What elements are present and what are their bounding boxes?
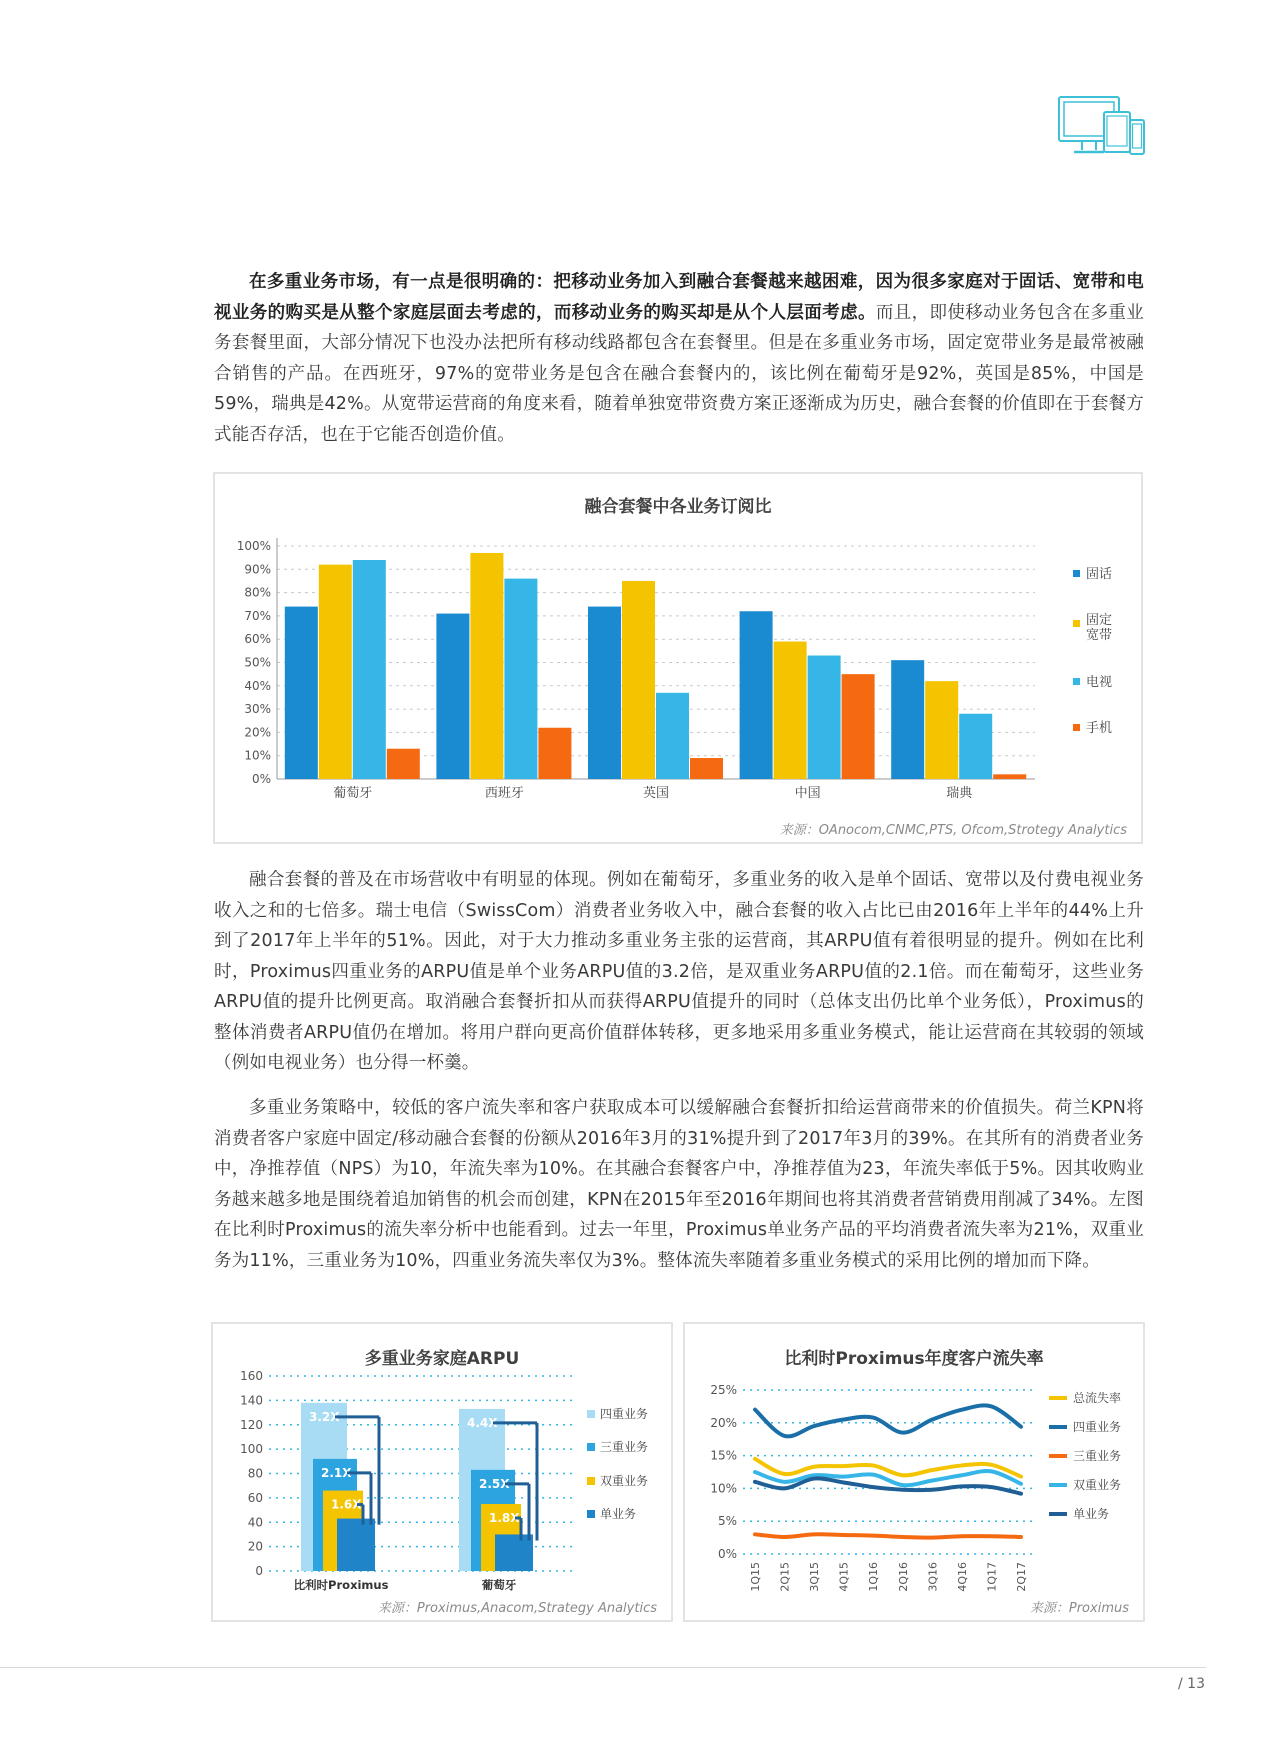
legend-swatch: [587, 1510, 595, 1518]
legend-swatch: [587, 1477, 595, 1485]
x-tick-label: 2Q17: [1015, 1562, 1028, 1592]
bar: [285, 607, 318, 779]
chart-title: 比利时Proximus年度客户流失率: [784, 1349, 1044, 1369]
x-tick-label: 西班牙: [484, 786, 524, 801]
legend-swatch: [1073, 570, 1080, 577]
y-tick-label: 0: [255, 1564, 263, 1578]
y-tick-label: 25%: [710, 1383, 737, 1397]
churn-rate-plot: [685, 1324, 1143, 1620]
devices-icon: [1058, 96, 1146, 158]
bar: [337, 1519, 375, 1571]
legend-label: 固话: [1086, 567, 1113, 582]
multiplier-label: 1.6X: [331, 1497, 362, 1512]
legend-label: 双重业务: [600, 1474, 649, 1488]
chart-source: 来源：Proximus: [1029, 1601, 1129, 1616]
y-tick-label: 10%: [710, 1481, 737, 1496]
x-tick-label: 4Q16: [955, 1562, 969, 1592]
bar: [656, 693, 689, 779]
series-line: [755, 1405, 1021, 1436]
legend-label: 宽带: [1086, 628, 1113, 643]
y-tick-label: 5%: [717, 1514, 737, 1529]
bar: [842, 674, 875, 779]
bar: [808, 656, 841, 779]
legend-label: 四重业务: [600, 1407, 649, 1421]
legend-label: 单业务: [1073, 1507, 1110, 1521]
multiplier-label: 1.8X: [489, 1510, 520, 1525]
y-tick-label: 20%: [710, 1415, 737, 1430]
chart-source: 来源：Proximus,Anacom,Strategy Analytics: [377, 1601, 657, 1616]
bar: [740, 611, 773, 779]
legend-label: 固定: [1086, 613, 1113, 628]
multiplier-label: 2.5X: [479, 1476, 510, 1491]
legend-label: 三重业务: [600, 1440, 649, 1454]
bar: [495, 1534, 533, 1571]
chart-source: 来源：OAnocom,CNMC,PTS, Ofcom,Strotegy Analytics: [779, 823, 1127, 838]
x-tick-label: 4Q15: [837, 1562, 851, 1592]
multiplier-label: 3.2X: [309, 1409, 340, 1424]
x-tick-label: 3Q15: [808, 1562, 822, 1592]
legend-label: 三重业务: [1073, 1449, 1122, 1463]
multiplier-label: 4.4X: [467, 1415, 498, 1430]
bar: [959, 714, 992, 779]
churn-paragraph: 多重业务策略中，较低的客户流失率和客户获取成本可以缓解融合套餐折扣给运营商带来的价值损失。荷兰KPN将消费者客户家庭中固定/移动融合套餐的份额从2016年3月的31%提升到了2017年3月的39%。在其所有的消费者业务中，净推荐值（NPS）为10，年流失率为10%。在其融合套餐客户中，净推荐值为23，年流失率低于5%。因其收购业务越来越多地是围绕着追加销售的机会而创建，KPN在2015年至2016年期间也将其消费者营销费用削减了34%。左图在比利时Proximus的流失率分析中也能看到。过去一年里，Proximus单业务产品的平均消费者流失率为21%，双重业务为11%，三重业务为10%，四重业务流失率仅为3%。整体流失率随着多重业务模式的采用比例的增加而下降。: [214, 1098, 1144, 1271]
chart-title: 融合套餐中各业务订阅比: [584, 497, 772, 517]
y-tick-label: 60: [247, 1490, 263, 1505]
intro-bold-lead: 在多重业务市场，有一点是很明确的：把移动业务加入到融合套餐越来越困难，因为很多家庭对于固话、宽带和电视业务的购买是从整个家庭层面去考虑的，而移动业务的购买却是从个人层面考虑。: [214, 272, 1144, 323]
y-tick-label: 50%: [244, 655, 271, 670]
y-tick-label: 0%: [251, 772, 271, 786]
churn-rate-chart: [683, 1322, 1145, 1622]
bar: [690, 758, 723, 779]
bar: [436, 614, 469, 779]
legend-label: 总流失率: [1073, 1391, 1122, 1405]
bar: [470, 553, 503, 779]
x-tick-label: 瑞典: [946, 786, 973, 801]
bar: [774, 642, 807, 779]
bar: [588, 607, 621, 779]
y-tick-label: 120: [240, 1417, 263, 1432]
x-tick-label: 2Q16: [896, 1562, 910, 1592]
x-tick-label: 中国: [794, 786, 821, 801]
x-tick-label: 葡萄牙: [481, 1578, 517, 1592]
bar: [504, 579, 537, 779]
x-tick-label: 英国: [642, 786, 670, 801]
y-tick-label: 140: [240, 1393, 263, 1408]
y-tick-label: 0%: [717, 1547, 737, 1561]
bar: [353, 560, 386, 779]
chart-title: 多重业务家庭ARPU: [364, 1349, 520, 1369]
y-tick-label: 80: [247, 1466, 263, 1481]
page-number: / 13: [1178, 1676, 1205, 1692]
legend-label: 双重业务: [1073, 1478, 1122, 1492]
legend-label: 四重业务: [1073, 1420, 1122, 1434]
x-tick-label: 1Q17: [985, 1562, 999, 1592]
legend-swatch: [1073, 678, 1080, 685]
y-tick-label: 80%: [244, 585, 271, 600]
x-tick-label: 1Q15: [749, 1562, 762, 1592]
intro-paragraph: [214, 267, 1144, 450]
legend-swatch: [587, 1410, 595, 1418]
bar: [319, 565, 352, 779]
y-tick-label: 15%: [710, 1448, 737, 1463]
y-tick-label: 100%: [236, 539, 271, 553]
x-tick-label: 1Q16: [867, 1562, 881, 1592]
subscription-ratio-chart: [213, 472, 1143, 844]
y-tick-label: 40%: [244, 678, 271, 693]
y-tick-label: 100: [240, 1442, 263, 1457]
y-tick-label: 10%: [244, 748, 271, 763]
bar: [891, 660, 924, 779]
x-tick-label: 3Q16: [926, 1562, 940, 1592]
y-tick-label: 40: [247, 1515, 263, 1530]
y-tick-label: 160: [240, 1369, 263, 1383]
y-tick-label: 90%: [244, 562, 271, 577]
footer-divider: [0, 1667, 1206, 1668]
x-tick-label: 2Q15: [778, 1562, 792, 1592]
legend-label: 手机: [1086, 721, 1113, 736]
y-tick-label: 20%: [244, 725, 271, 740]
series-line: [755, 1459, 1021, 1477]
y-tick-label: 20: [247, 1539, 263, 1554]
series-line: [755, 1534, 1021, 1537]
bar: [622, 581, 655, 779]
arpu-chart: [211, 1322, 673, 1622]
y-tick-label: 60%: [244, 632, 271, 647]
bar: [925, 681, 958, 779]
legend-swatch: [1073, 724, 1080, 731]
x-tick-label: 比利时Proximus: [293, 1578, 389, 1592]
y-tick-label: 30%: [244, 702, 271, 717]
legend-label: 单业务: [600, 1507, 637, 1521]
legend-label: 电视: [1086, 675, 1113, 690]
arpu-plot: [213, 1324, 671, 1620]
bar: [387, 749, 420, 779]
bar: [993, 774, 1026, 779]
multiplier-label: 2.1X: [321, 1465, 352, 1480]
subscription-ratio-plot: [215, 474, 1141, 842]
x-tick-label: 葡萄牙: [333, 786, 373, 801]
y-tick-label: 70%: [244, 608, 271, 623]
legend-swatch: [1073, 620, 1080, 627]
revenue-paragraph: 融合套餐的普及在市场营收中有明显的体现。例如在葡萄牙，多重业务的收入是单个固话、宽带以及付费电视业务收入之和的七倍多。瑞士电信（SwissCom）消费者业务收入中，融合套餐的收入占比已由2016年上半年的44%上升到了2017年上半年的51%。因此，对于大力推动多重业务主张的运营商，其ARPU值有着很明显的提升。例如在比利时，Proximus四重业务的ARPU值是单个业务ARPU值的3.2倍，是双重业务ARPU值的2.1倍。而在葡萄牙，这些业务ARPU值的提升比例更高。取消融合套餐折扣从而获得ARPU值提升的同时（总体支出仍比单个业务低），Proximus的整体消费者ARPU值仍在增加。将用户群向更高价值群体转移，更多地采用多重业务模式，能让运营商在其较弱的领域（例如电视业务）也分得一杯羹。: [214, 870, 1144, 1073]
bar: [538, 728, 571, 779]
legend-swatch: [587, 1443, 595, 1451]
intro-rest: 而且，即使移动业务包含在多重业务套餐里面，大部分情况下也没办法把所有移动线路都包含在套餐里。但是在多重业务市场，固定宽带业务是最常被融合销售的产品。在西班牙，97%的宽带业务是包含在融合套餐内的，该比例在葡萄牙是92%，英国是85%，中国是59%，瑞典是42%。从宽带运营商的角度来看，随着单独宽带资费方案正逐渐成为历史，融合套餐的价值即在于套餐方式能否存活，也在于它能否创造价值。: [214, 302, 1144, 445]
